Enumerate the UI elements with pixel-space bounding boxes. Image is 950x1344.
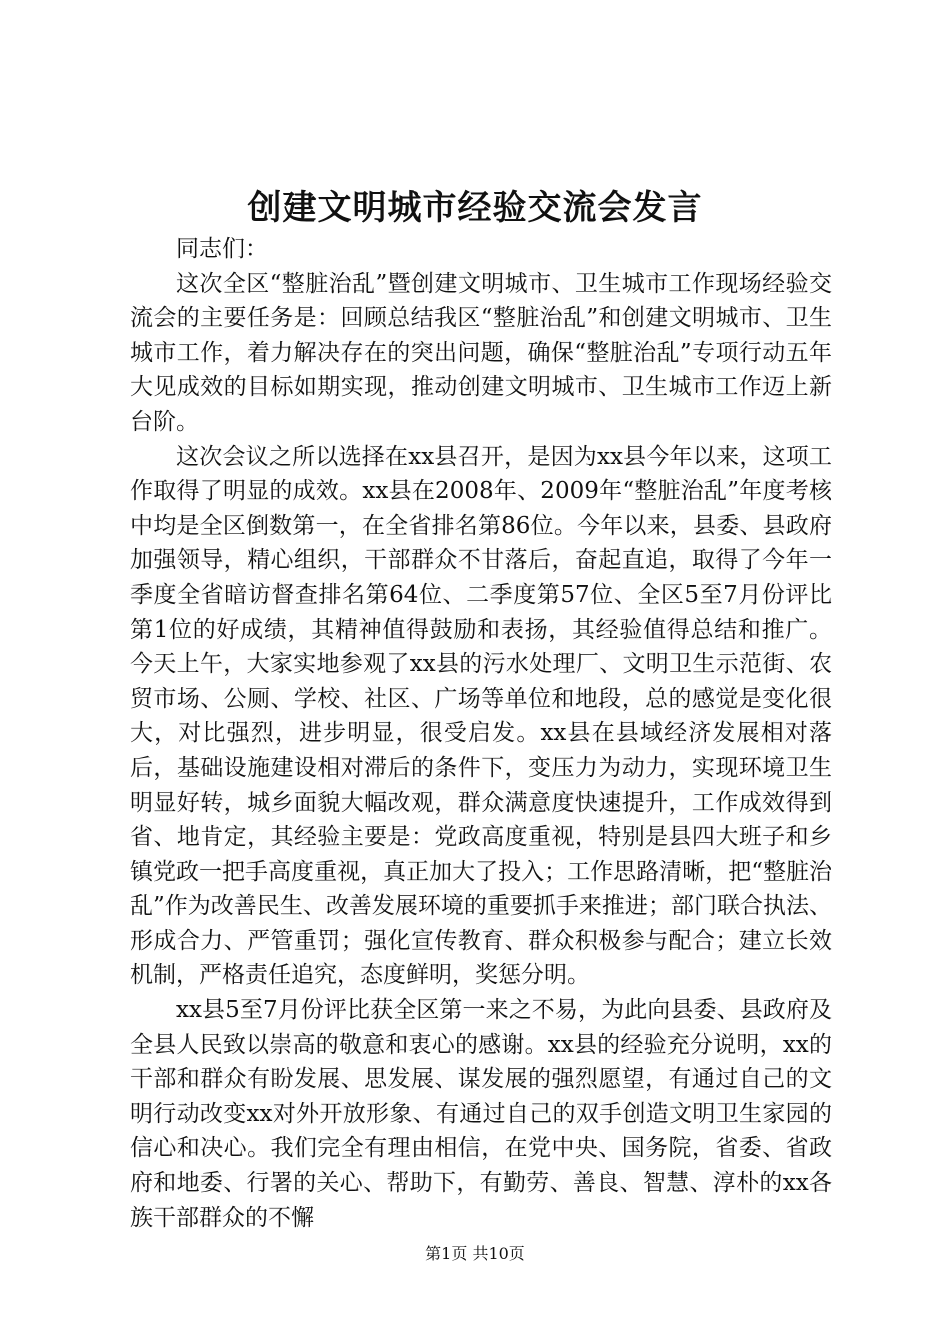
salutation: 同志们： xyxy=(176,236,268,262)
document-body xyxy=(130,232,832,1235)
page-footer: 第1页 共10页 xyxy=(425,1244,525,1263)
document-title: 创建文明城市经验交流会发言 xyxy=(247,188,703,228)
paragraph-1: 这次全区“整脏治乱”暨创建文明城市、卫生城市工作现场经验交流会的主要任务是：回顾总结我区“整脏治乱”和创建文明城市、卫生城市工作，着力解决存在的突出问题，确保“整脏治乱”专项行动五年大见成效的目标如期实现，推动创建文明城市、卫生城市工作迈上新台阶。 xyxy=(130,270,832,435)
paragraph-2: 这次会议之所以选择在xx县召开，是因为xx县今年以来，这项工作取得了明显的成效。xx县在2008年、2009年“整脏治乱”年度考核中均是全区倒数第一，在全省排名第86位。今年以来，县委、县政府加强领导，精心组织，干部群众不甘落后，奋起直追，取得了今年一季度全省暗访督查排名第64位、二季度第57位、全区5至7月份评比第1位的好成绩，其精神值得鼓励和表扬，其经验值得总结和推广。今天上午，大家实地参观了xx县的污水处理厂、文明卫生示范街、农贸市场、公厕、学校、社区、广场等单位和地段，总的感觉是变化很大，对比强烈，进步明显，很受启发。xx县在县域经济发展相对落后，基础设施建设相对滞后的条件下，变压力为动力，实现环境卫生明显好转，城乡面貌大幅改观，群众满意度快速提升，工作成效得到省、地肯定，其经验主要是：党政高度重视，特别是县四大班子和乡镇党政一把手高度重视，真正加大了投入；工作思路清晰，把“整脏治乱”作为改善民生、改善发展环境的重要抓手来推进；部门联合执法、形成合力、严管重罚；强化宣传教育、群众积极参与配合；建立长效机制，严格责任追究，态度鲜明，奖惩分明。 xyxy=(130,443,832,989)
paragraph-3: xx县5至7月份评比获全区第一来之不易，为此向县委、县政府及全县人民致以崇高的敬意和衷心的感谢。xx县的经验充分说明，xx的干部和群众有盼发展、思发展、谋发展的强烈愿望，有通过自己的文明行动改变xx对外开放形象、有通过自己的双手创造文明卫生家园的信心和决心。我们完全有理由相信，在党中央、国务院，省委、省政府和地委、行署的关心、帮助下，有勤劳、善良、智慧、淳朴的xx各族干部群众的不懈 xyxy=(130,997,832,1231)
